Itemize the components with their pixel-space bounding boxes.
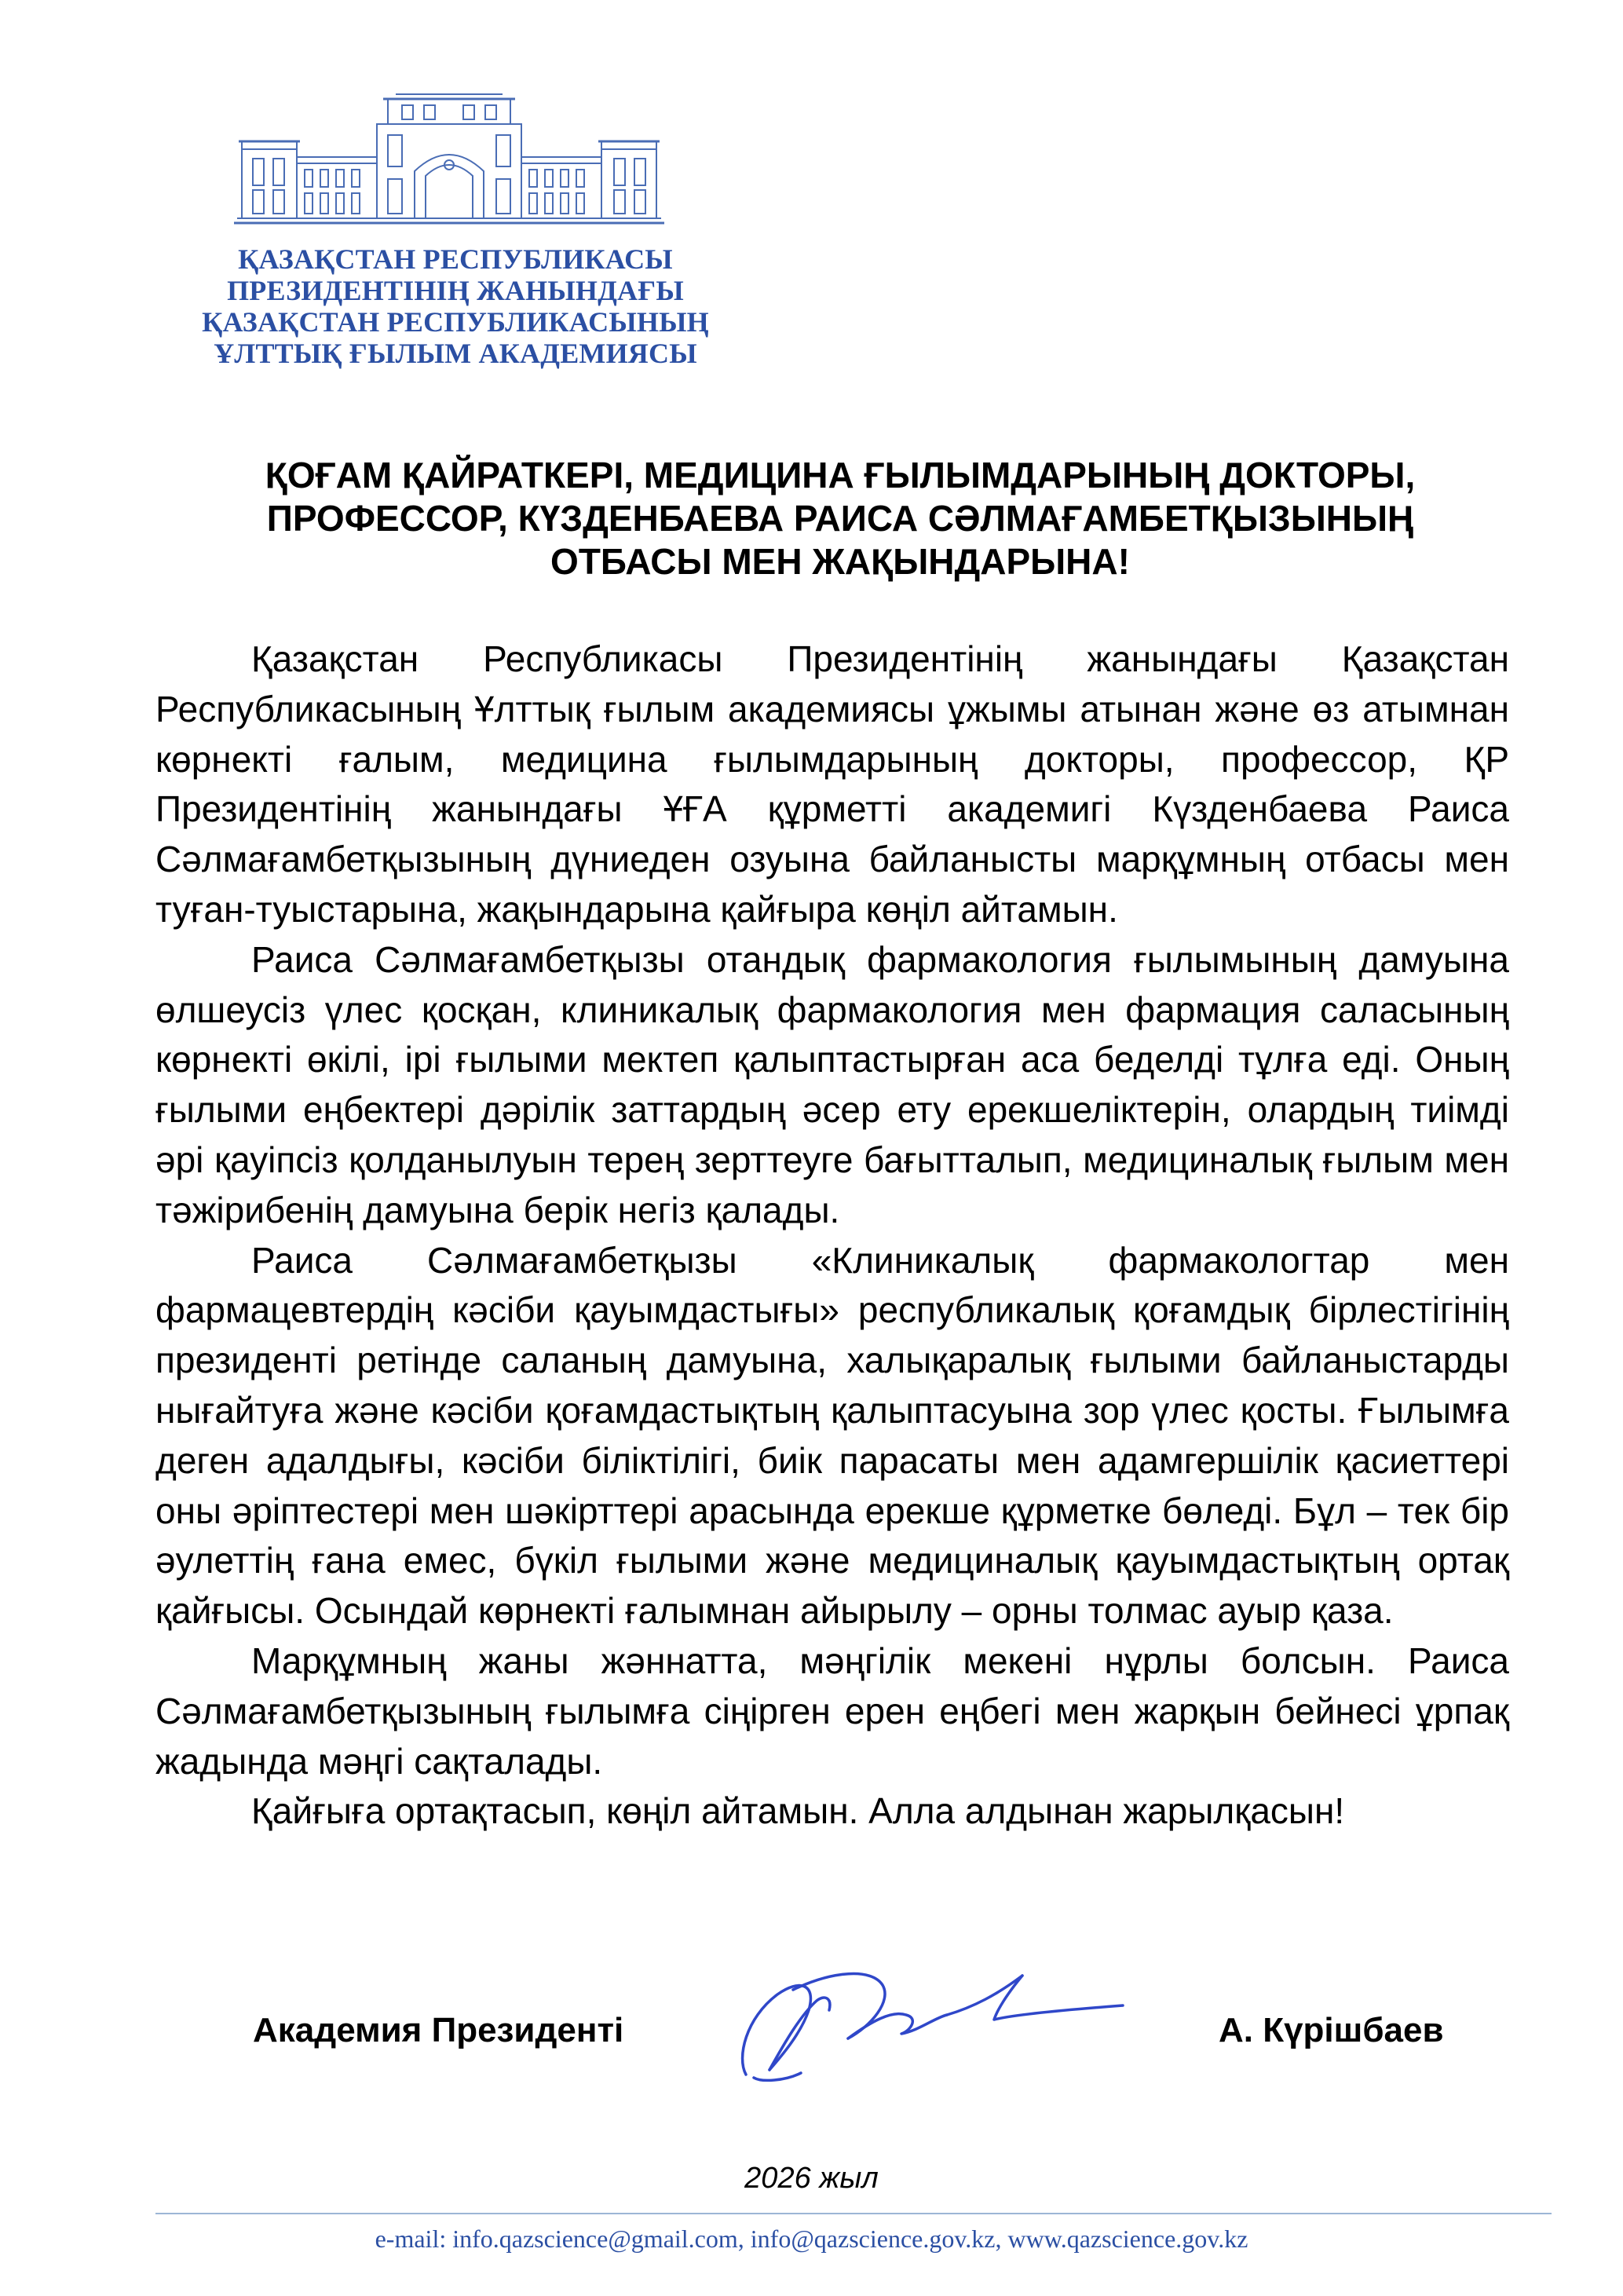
body-paragraph-3: Раиса Сәлмағамбетқызы «Клиникалық фармакологтар мен фармацевтердің кәсіби қауымдастығы» республикалық қоғамдық бірлестігінің президенті ретінде саланың дамуына, халықаралық ғылыми байланыстарды нығайтуға және кәсіби қоғамдастықтың қалыптасуына зор үлес қосты. Ғылымға деген адалдығы, кәсіби біліктілігі, биік парасаты мен адамгершілік қасиеттері оны әріптестері мен шәкірттері арасында ерекше құрметке бөледі. Бұл – тек бір әулеттің ғана емес, бүкіл ғылыми және медициналық қауымдастықтың ортақ қайғысы. Осындай көрнекті ғалымнан айырылу – орны толмас ауыр қаза. [155, 1239, 1509, 1632]
title-line-2: ПРОФЕССОР, КҮЗДЕНБАЕВА РАИСА СӘЛМАҒАМБЕТҚЫЗЫНЫҢ [266, 498, 1414, 539]
org-name-line-4: ҰЛТТЫҚ ҒЫЛЫМ АКАДЕМИЯСЫ [214, 338, 697, 369]
body-paragraph-5: Қайғыға ортақтасып, көңіл айтамын. Алла алдынан жарылқасын! [251, 1790, 1345, 1832]
academy-building-icon [234, 93, 664, 226]
signatory-name: А. Күрішбаев [1219, 2011, 1444, 2049]
body-paragraph-2: Раиса Сәлмағамбетқызы отандық фармакология ғылымының дамуына өлшеусіз үлес қосқан, клиникалық фармакология мен фармация саласының көрнекті өкілі, ірі ғылыми мектеп қалыптастырған аса беделді тұлға еді. Оның ғылыми еңбектері дәрілік заттардың әсер ету ерекшеліктерін, олардың тиімді әрі қауіпсіз қолданылуын терең зерттеуге бағытталып, медициналық ғылым мен тәжірибенің дамуына берік негіз қалады. [155, 938, 1509, 1230]
organization-name [157, 243, 754, 369]
body-paragraph-4: Марқұмның жаны жәннатта, мәңгілік мекені нұрлы болсын. Раиса Сәлмағамбетқызының ғылымға сіңірген ерен еңбегі мен жарқын бейнесі ұрпақ жадында мәңгі сақталады. [155, 1640, 1509, 1782]
footer-divider [155, 2213, 1552, 2214]
body-paragraph-1: Қазақстан Республикасы Президентінің жанындағы Қазақстан Республикасының Ұлттық ғылым академиясы ұжымы атынан және өз атымнан көрнекті ғалым, медицина ғылымдарының докторы, профессор, ҚР Президентінің жанындағы ҰҒА құрметті академигі Күзденбаева Раиса Сәлмағамбетқызының дүниеден озуына байланысты марқұмның отбасы мен туған-туыстарына, жақындарына қайғыра көңіл айтамын. [155, 638, 1509, 930]
signatory-position: Академия Президенті [253, 2011, 624, 2049]
org-name-line-3: ҚАЗАҚСТАН РЕСПУБЛИКАСЫНЫҢ [202, 306, 709, 338]
title-line-1: ҚОҒАМ ҚАЙРАТКЕРІ, МЕДИЦИНА ҒЫЛЫМДАРЫНЫҢ ДОКТОРЫ, [265, 455, 1416, 495]
org-name-line-2: ПРЕЗИДЕНТІНІҢ ЖАНЫНДАҒЫ [227, 275, 684, 306]
letter-title [181, 454, 1500, 583]
org-name-line-1: ҚАЗАҚСТАН РЕСПУБЛИКАСЫ [238, 243, 673, 275]
title-line-3: ОТБАСЫ МЕН ЖАҚЫНДАРЫНА! [550, 541, 1130, 582]
handwritten-signature [715, 1940, 1139, 2097]
letter-body [155, 634, 1509, 1837]
footer-contacts: e-mail: info.qazscience@gmail.com, info@qazscience.gov.kz, www.qazscience.gov.kz [375, 2225, 1248, 2253]
letter-year: 2026 жыл [744, 2162, 879, 2195]
